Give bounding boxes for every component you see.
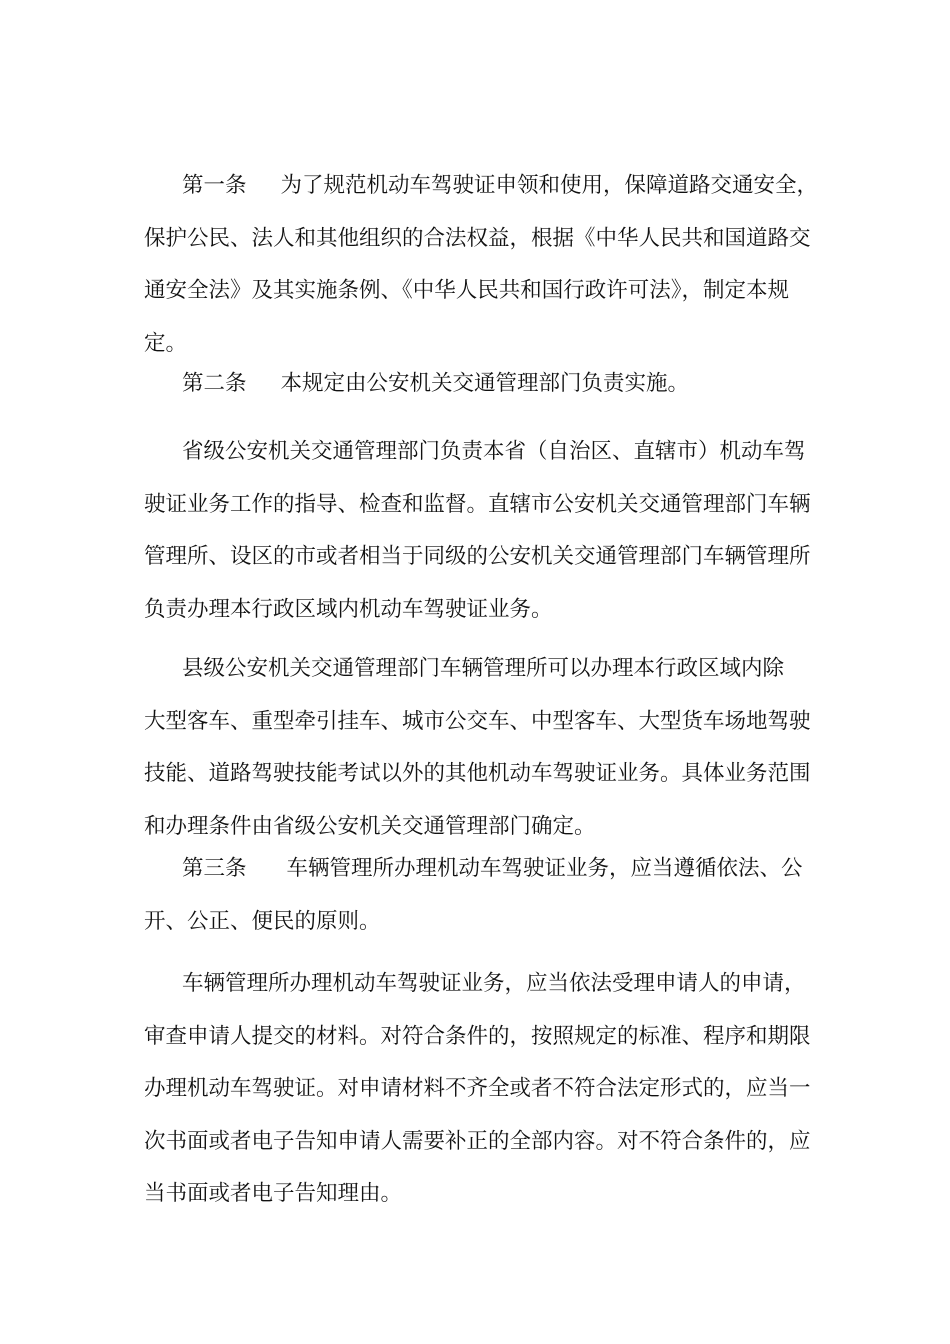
paragraph-line: 为了规范机动车驾驶证申领和使用，保障道路交通安全， bbox=[280, 173, 819, 198]
paragraph-line: 县级公安机关交通管理部门车辆管理所可以办理本行政区域内除 bbox=[182, 656, 785, 681]
county-paragraph bbox=[144, 643, 812, 853]
article-1-paragraph bbox=[144, 160, 819, 370]
paragraph-line: 开、公正、便民的原则。 bbox=[144, 908, 381, 934]
paragraph-line: 驶证业务工作的指导、检查和监督。直辖市公安机关交通管理部门车辆 bbox=[144, 491, 811, 517]
provincial-paragraph bbox=[144, 426, 812, 636]
paragraph-line: 定。 bbox=[144, 330, 188, 356]
paragraph-line: 车辆管理所办理机动车驾驶证业务，应当遵循依法、公 bbox=[286, 856, 803, 881]
paragraph-line: 车辆管理所办理机动车驾驶证业务，应当依法受理申请人的申请， bbox=[182, 971, 806, 996]
paragraph-line: 技能、道路驾驶技能考试以外的其他机动车驾驶证业务。具体业务范围 bbox=[144, 761, 811, 786]
paragraph-line: 办理机动车驾驶证。对申请材料不齐全或者不符合法定形式的，应当一 bbox=[144, 1076, 811, 1101]
paragraph-line: 审查申请人提交的材料。对符合条件的，按照规定的标准、程序和期限 bbox=[144, 1023, 811, 1049]
article-number: 第二条 bbox=[182, 371, 247, 396]
paragraph-line: 当书面或者电子告知理由。 bbox=[144, 1181, 403, 1206]
paragraph-line: 次书面或者电子告知申请人需要补正的全部内容。对不符合条件的，应 bbox=[144, 1128, 811, 1154]
paragraph-line: 负责办理本行政区域内机动车驾驶证业务。 bbox=[144, 596, 553, 622]
paragraph-line: 管理所、设区的市或者相当于同级的公安机关交通管理部门车辆管理所 bbox=[144, 544, 811, 569]
article-number: 第三条 bbox=[182, 856, 247, 881]
paragraph-line: 和办理条件由省级公安机关交通管理部门确定。 bbox=[144, 813, 596, 839]
paragraph-line: 省级公安机关交通管理部门负责本省（自治区、直辖市）机动车驾 bbox=[182, 439, 806, 464]
paragraph-line: 本规定由公安机关交通管理部门负责实施。 bbox=[280, 371, 690, 396]
paragraph-line: 保护公民、法人和其他组织的合法权益，根据《中华人民共和国道路交 bbox=[144, 225, 811, 251]
article-number: 第一条 bbox=[182, 173, 247, 198]
article-2-paragraph bbox=[144, 358, 812, 411]
article-3-paragraph bbox=[144, 843, 812, 948]
paragraph-line: 大型客车、重型牵引挂车、城市公交车、中型客车、大型货车场地驾驶 bbox=[144, 708, 811, 734]
paragraph-line: 通安全法》及其实施条例、《中华人民共和国行政许可法》，制定本规 bbox=[144, 278, 790, 303]
vehicle-office-paragraph bbox=[144, 958, 812, 1221]
